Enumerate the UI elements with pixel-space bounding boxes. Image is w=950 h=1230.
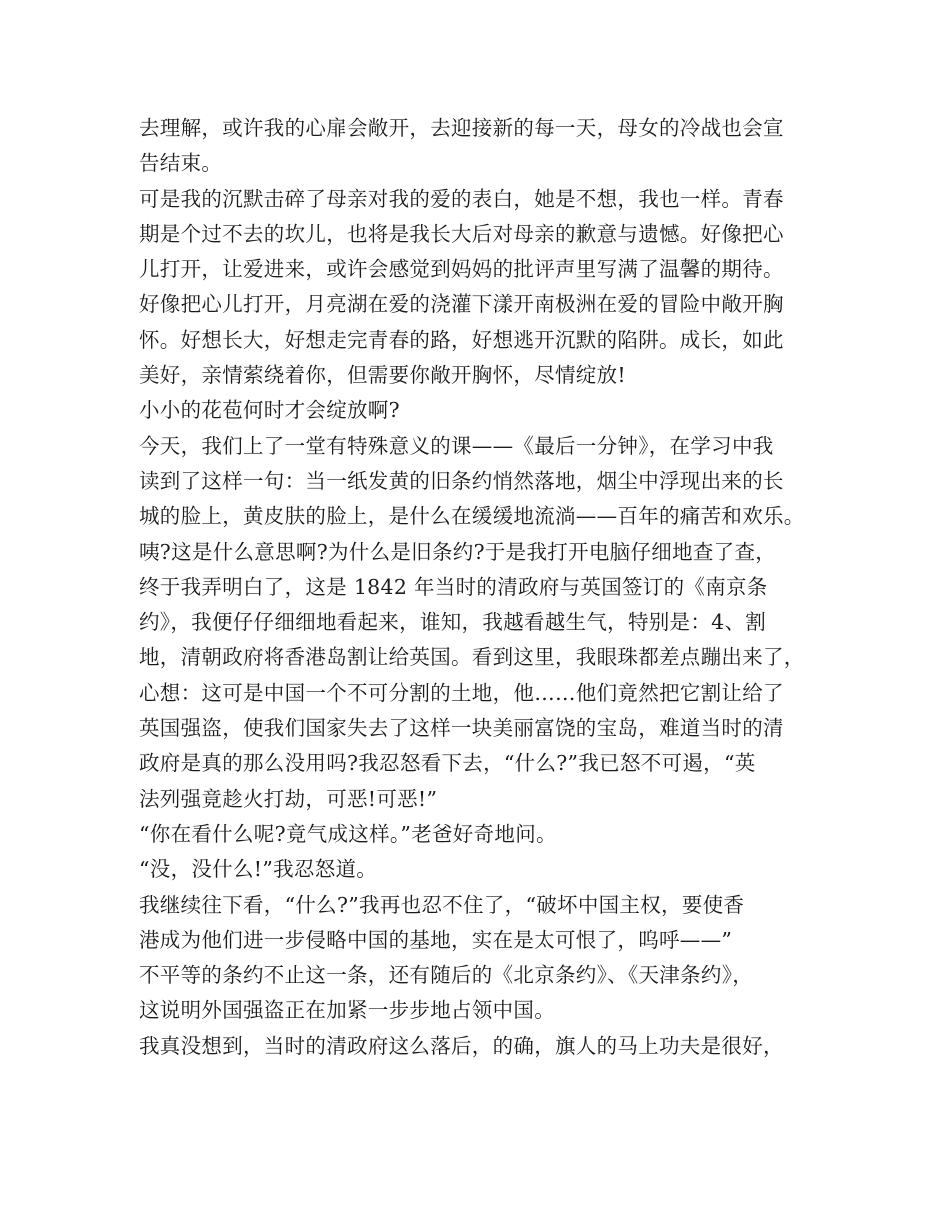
text-line: 英国强盗，使我们国家失去了这样一块美丽富饶的宝岛，难道当时的清 <box>139 716 784 741</box>
body-text <box>139 111 829 1064</box>
text-line: 可是我的沉默击碎了母亲对我的爱的表白，她是不想，我也一样。青春 <box>139 186 784 211</box>
text-line: 小小的花苞何时才会绽放啊? <box>139 398 400 423</box>
text-line: 今天，我们上了一堂有特殊意义的课——《最后一分钟》，在学习中我 <box>139 433 774 458</box>
text-line: 港成为他们进一步侵略中国的基地，实在是太可恨了，呜呼——” <box>139 927 733 952</box>
text-line: 我真没想到，当时的清政府这么落后，的确，旗人的马上功夫是很好， <box>139 1033 784 1058</box>
text-line: 不平等的条约不止这一条，还有随后的《北京条约》、《天津条约》， <box>139 963 754 988</box>
text-line: 读到了这样一句：当一纸发黄的旧条约悄然落地，烟尘中浮现出来的长 <box>139 468 784 493</box>
text-line: 咦?这是什么意思啊?为什么是旧条约?于是我打开电脑仔细地查了查， <box>139 539 777 564</box>
text-line: 地，清朝政府将香港岛割让给英国。看到这里，我眼珠都差点蹦出来了， <box>139 645 805 670</box>
text-line: 期是个过不去的坎儿，也将是我长大后对母亲的歉意与遗憾。好像把心 <box>139 221 784 246</box>
text-line: 城的脸上，黄皮肤的脸上，是什么在缓缓地流淌——百年的痛苦和欢乐。 <box>139 504 805 529</box>
text-line: 政府是真的那么没用吗?我忍怒看下去，“什么?”我已怒不可遏，“英 <box>139 751 756 776</box>
text-line: 终于我弄明白了，这是 1842 年当时的清政府与英国签订的《南京条 <box>139 574 768 599</box>
text-line: 这说明外国强盗正在加紧一步步地占领中国。 <box>139 998 555 1023</box>
text-line: 心想：这可是中国一个不可分割的土地，他……他们竟然把它割让给了 <box>139 680 784 705</box>
text-line: 告结束。 <box>139 151 223 176</box>
text-line: 怀。好想长大，好想走完青春的路，好想逃开沉默的陷阱。成长，如此 <box>139 327 784 352</box>
text-line: 好像把心儿打开，月亮湖在爱的浇灌下漾开南极洲在爱的冒险中敞开胸 <box>139 292 784 317</box>
text-line: “没，没什么!”我忍怒道。 <box>139 857 378 882</box>
text-line: 我继续往下看，“什么?”我再也忍不住了，“破坏中国主权，要使香 <box>139 892 745 917</box>
text-line: “你在看什么呢?竟气成这样。”老爸好奇地问。 <box>139 821 557 846</box>
text-line: 法列强竟趁火打劫，可恶!可恶!” <box>139 786 438 811</box>
text-line: 美好，亲情萦绕着你，但需要你敞开胸怀，尽情绽放! <box>139 363 626 388</box>
text-line: 儿打开，让爱进来，或许会感觉到妈妈的批评声里写满了温馨的期待。 <box>139 257 784 282</box>
text-line: 去理解，或许我的心扉会敞开，去迎接新的每一天，母女的冷战也会宣 <box>139 116 784 140</box>
text-line: 约》，我便仔仔细细地看起来，谁知，我越看越生气，特别是：4、割 <box>139 610 767 635</box>
